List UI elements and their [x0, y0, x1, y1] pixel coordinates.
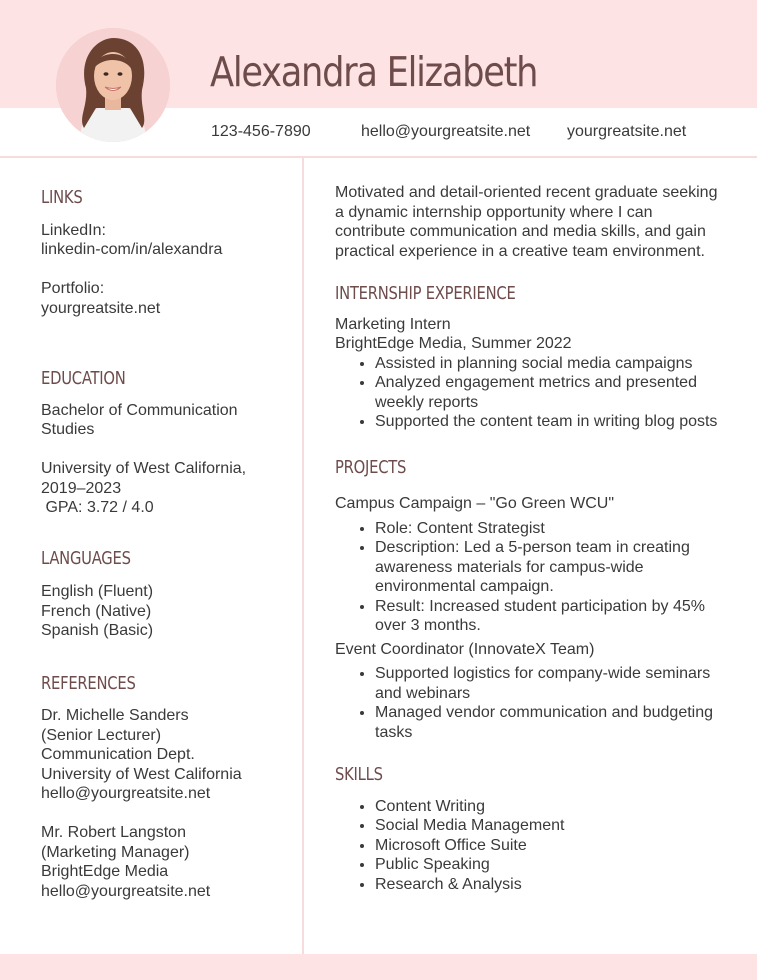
- phone-number: 123-456-7890: [211, 123, 311, 140]
- summary: Motivated and detail-oriented recent graduate seeking a dynamic internship opportunity where I can contribute communication and media skills, and gain practical experience in a creative team environment.: [335, 184, 718, 260]
- language-item: Spanish (Basic): [41, 622, 154, 639]
- experience-role: Marketing Intern: [335, 315, 451, 333]
- list-item: • Public Speaking: [375, 855, 725, 875]
- list-item: • Result: Increased student participation by 45% over 3 months.: [375, 597, 725, 636]
- left-column: [41, 188, 291, 901]
- reference-line: Dr. Michelle Sanders: [41, 707, 189, 724]
- projects-heading: PROJECTS: [335, 456, 407, 478]
- reference-2: [41, 823, 291, 901]
- skills-list: [335, 797, 725, 895]
- candidate-name: Alexandra Elizabeth: [210, 48, 538, 96]
- project-2-bullets: [335, 664, 725, 742]
- website-url: yourgreatsite.net: [567, 123, 687, 140]
- list-item: • Managed vendor communication and budgeting tasks: [375, 703, 725, 742]
- reference-line: Communication Dept.: [41, 746, 195, 763]
- references-heading: REFERENCES: [41, 672, 136, 694]
- degree: Bachelor of Communication Studies: [41, 401, 238, 438]
- footer-band: [0, 954, 757, 980]
- education-heading: EDUCATION: [41, 368, 126, 389]
- right-column: [335, 183, 725, 894]
- column-divider: [302, 158, 304, 954]
- experience-bullets: [335, 354, 725, 432]
- experience-company: BrightEdge Media, Summer 2022: [335, 335, 572, 352]
- links-heading: LINKS: [41, 187, 83, 208]
- list-item: • Assisted in planning social media campaigns: [375, 354, 725, 374]
- list-item: • Supported logistics for company-wide seminars and webinars: [375, 664, 725, 703]
- language-item: French (Native): [41, 602, 152, 620]
- list-item: • Microsoft Office Suite: [375, 836, 725, 856]
- languages-list: [41, 582, 291, 641]
- reference-1: [41, 706, 291, 804]
- gpa: GPA: 3.72 / 4.0: [41, 499, 154, 516]
- project-1-title: Campus Campaign – "Go Green WCU": [335, 495, 615, 512]
- avatar: [56, 28, 170, 142]
- list-item: • Research & Analysis: [375, 875, 725, 895]
- reference-line: BrightEdge Media: [41, 863, 169, 880]
- linkedin-value: linkedin-com/in/alexandra: [41, 241, 223, 258]
- list-item: • Social Media Management: [375, 816, 725, 836]
- list-item: • Role: Content Strategist: [375, 519, 725, 539]
- reference-line: hello@yourgreatsite.net: [41, 785, 211, 802]
- language-item: English (Fluent): [41, 583, 154, 600]
- reference-line: (Senior Lecturer): [41, 726, 162, 744]
- reference-line: (Marketing Manager): [41, 843, 190, 861]
- list-item: • Description: Led a 5-person team in creating awareness materials for campus-wide environmental campaign.: [375, 538, 725, 597]
- languages-heading: LANGUAGES: [41, 547, 131, 569]
- project-2-title: Event Coordinator (InnovateX Team): [335, 640, 595, 658]
- list-item: • Analyzed engagement metrics and presented weekly reports: [375, 373, 725, 412]
- portfolio-value: yourgreatsite.net: [41, 299, 161, 317]
- profile-photo-icon: [56, 28, 170, 142]
- education-years: 2019–2023: [41, 479, 122, 497]
- email-address: hello@yourgreatsite.net: [361, 123, 531, 140]
- reference-line: hello@yourgreatsite.net: [41, 882, 211, 900]
- experience-heading: INTERNSHIP EXPERIENCE: [335, 283, 516, 304]
- reference-line: Mr. Robert Langston: [41, 824, 186, 841]
- reference-line: University of West California: [41, 765, 242, 783]
- portfolio-label: Portfolio:: [41, 280, 105, 297]
- school: University of West California,: [41, 460, 247, 477]
- list-item: • Content Writing: [375, 797, 725, 817]
- skills-heading: SKILLS: [335, 764, 383, 785]
- project-1-bullets: [335, 519, 725, 636]
- linkedin-label: LinkedIn:: [41, 221, 106, 239]
- list-item: • Supported the content team in writing blog posts: [375, 412, 725, 432]
